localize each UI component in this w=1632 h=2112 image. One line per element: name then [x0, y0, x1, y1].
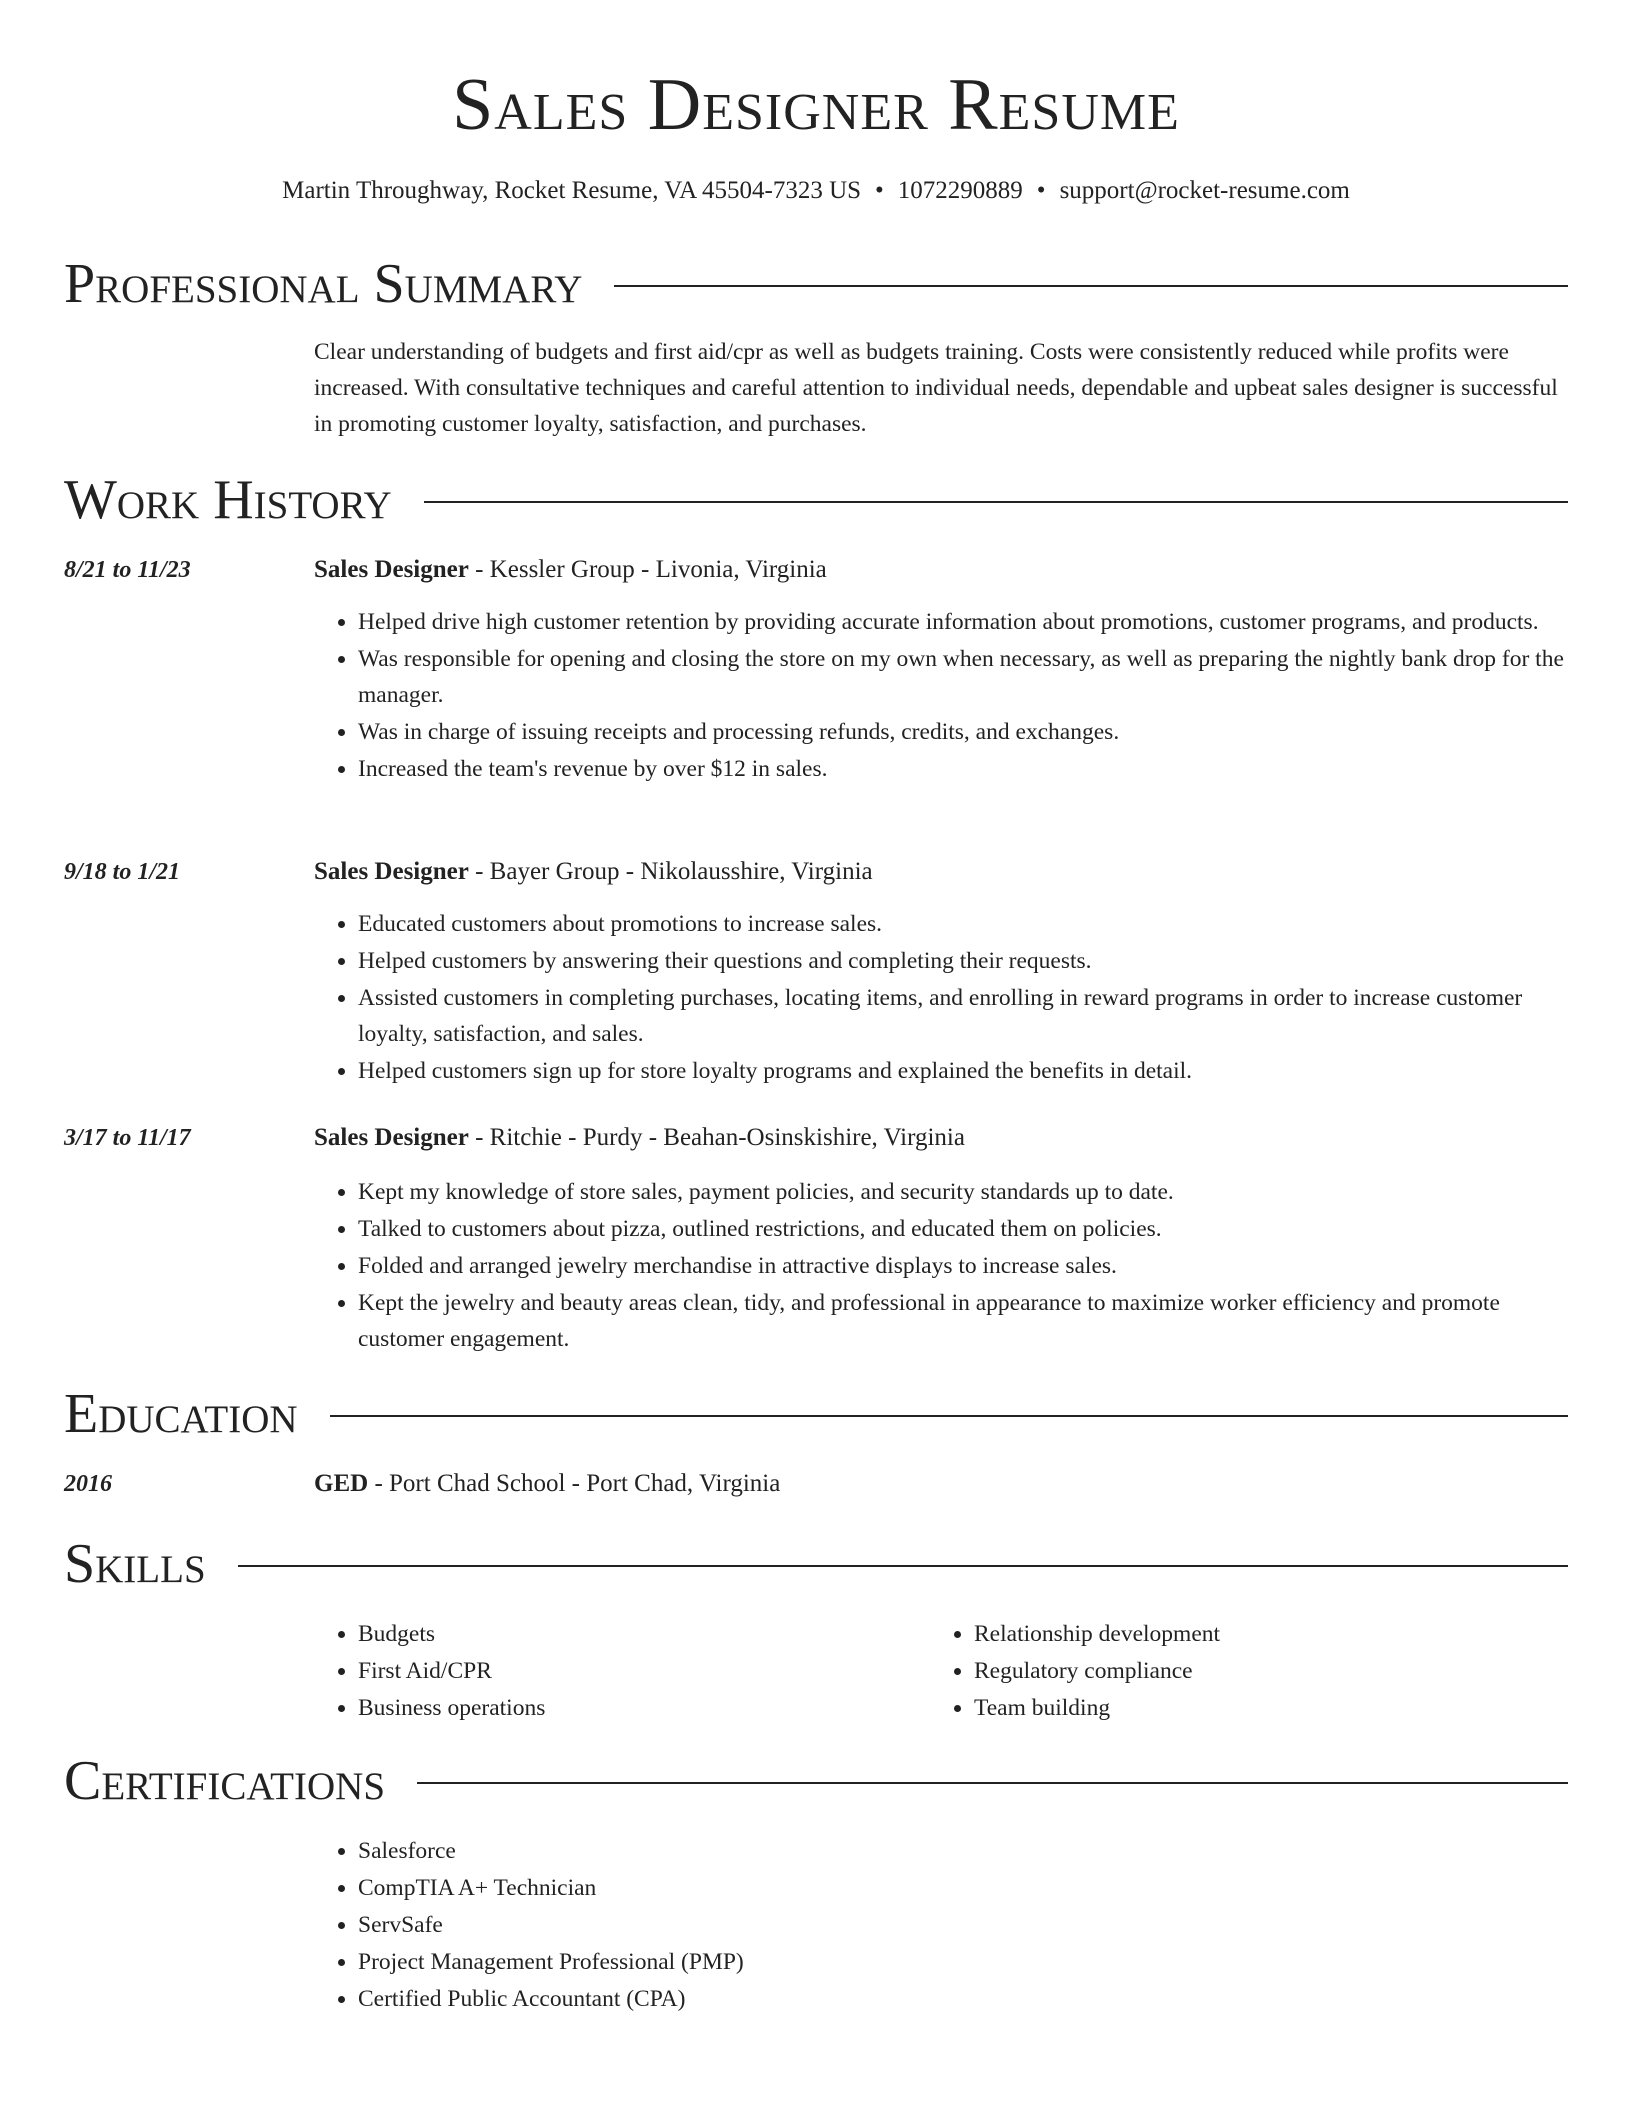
list-item: • Helped drive high customer retention by providing accurate information about promotions, customer programs, and products.: [358, 604, 1568, 640]
contact-phone: 1072290889: [897, 177, 1023, 204]
list-item: • Increased the team's revenue by over $12 in sales.: [358, 751, 1568, 787]
skill-item: • First Aid/CPR: [358, 1653, 930, 1689]
skills-section-header: [64, 1532, 1568, 1596]
summary-heading: Professional Summary: [64, 253, 583, 315]
contact-line: [64, 174, 1568, 208]
job-title: Sales Designer: [314, 858, 469, 885]
job-details: - Ritchie - Purdy - Beahan-Osinskishire, Virginia: [468, 1124, 965, 1151]
list-item: • Kept my knowledge of store sales, payment policies, and security standards up to date.: [358, 1174, 1568, 1210]
summary-text: Clear understanding of budgets and first aid/cpr as well as budgets training. Costs were consistently reduced while profits were increased. With consultative techniques and careful attention to individual needs, dependable and upbeat sales designer is successful in promoting customer loyalty, satisfaction, and purchases.: [314, 339, 1558, 437]
job-bullets: [314, 906, 1568, 1090]
job-dates: 3/17 to 11/17: [64, 1125, 191, 1151]
contact-separator: •: [875, 177, 884, 204]
job-heading: [314, 552, 1568, 588]
section-divider: [417, 1782, 1568, 1784]
contact-address: Martin Throughway, Rocket Resume, VA 45504-7323 US: [282, 177, 862, 204]
skill-item: • Regulatory compliance: [974, 1653, 1568, 1689]
skill-item: • Relationship development: [974, 1616, 1568, 1652]
section-divider: [614, 285, 1568, 287]
resume-title: Sales Designer Resume: [452, 64, 1180, 146]
list-item: • Educated customers about promotions to increase sales.: [358, 906, 1568, 942]
job-heading: [314, 854, 1568, 890]
certifications-list: [314, 1833, 1568, 2018]
contact-email: support@rocket-resume.com: [1059, 177, 1350, 204]
job-heading: [314, 1120, 1568, 1156]
education-details: - Port Chad School - Port Chad, Virginia: [368, 1470, 781, 1497]
skills-heading: Skills: [64, 1533, 206, 1595]
section-divider: [238, 1565, 1568, 1567]
certification-item: • CompTIA A+ Technician: [358, 1870, 1568, 1906]
skill-item: • Budgets: [358, 1616, 930, 1652]
list-item: • Kept the jewelry and beauty areas clean, tidy, and professional in appearance to maximize worker efficiency and promote customer engagement.: [358, 1285, 1568, 1357]
skill-item: • Business operations: [358, 1690, 930, 1726]
certification-item: • Salesforce: [358, 1833, 1568, 1869]
education-year: 2016: [64, 1471, 112, 1497]
certifications-section-header: [64, 1749, 1568, 1813]
section-divider: [330, 1415, 1568, 1417]
certification-item: • Project Management Professional (PMP): [358, 1944, 1568, 1980]
job-title: Sales Designer: [314, 1124, 469, 1151]
job-details: - Bayer Group - Nikolausshire, Virginia: [468, 858, 873, 885]
job-bullets: [314, 1174, 1568, 1358]
list-item: • Talked to customers about pizza, outlined restrictions, and educated them on policies.: [358, 1211, 1568, 1247]
job-dates: 8/21 to 11/23: [64, 557, 191, 583]
job-bullets: [314, 604, 1568, 788]
certification-item: • ServSafe: [358, 1907, 1568, 1943]
list-item: • Helped customers by answering their questions and completing their requests.: [358, 943, 1568, 979]
work-section-header: [64, 468, 1568, 532]
job-title: Sales Designer: [314, 556, 469, 583]
job-details: - Kessler Group - Livonia, Virginia: [468, 556, 827, 583]
certification-item: • Certified Public Accountant (CPA): [358, 1981, 1568, 2017]
skill-item: • Team building: [974, 1690, 1568, 1726]
list-item: • Was responsible for opening and closing the store on my own when necessary, as well as preparing the nightly bank drop for the manager.: [358, 641, 1568, 713]
education-section-header: [64, 1382, 1568, 1446]
contact-separator: •: [1036, 177, 1046, 204]
skills-list-right: [930, 1616, 1568, 1727]
education-heading: Education: [64, 1383, 298, 1445]
section-divider: [424, 501, 1568, 503]
list-item: • Assisted customers in completing purchases, locating items, and enrolling in reward programs in order to increase customer loyalty, satisfaction, and sales.: [358, 980, 1568, 1052]
education-entry: [314, 1466, 1568, 1502]
list-item: • Was in charge of issuing receipts and processing refunds, credits, and exchanges.: [358, 714, 1568, 750]
summary-section-header: [64, 252, 1568, 316]
list-item: • Helped customers sign up for store loyalty programs and explained the benefits in detail.: [358, 1053, 1568, 1089]
list-item: • Folded and arranged jewelry merchandise in attractive displays to increase sales.: [358, 1248, 1568, 1284]
work-heading: Work History: [64, 469, 392, 531]
certifications-heading: Certifications: [64, 1750, 386, 1812]
job-dates: 9/18 to 1/21: [64, 859, 181, 885]
education-degree: GED: [314, 1470, 369, 1497]
skills-list-left: [314, 1616, 930, 1727]
